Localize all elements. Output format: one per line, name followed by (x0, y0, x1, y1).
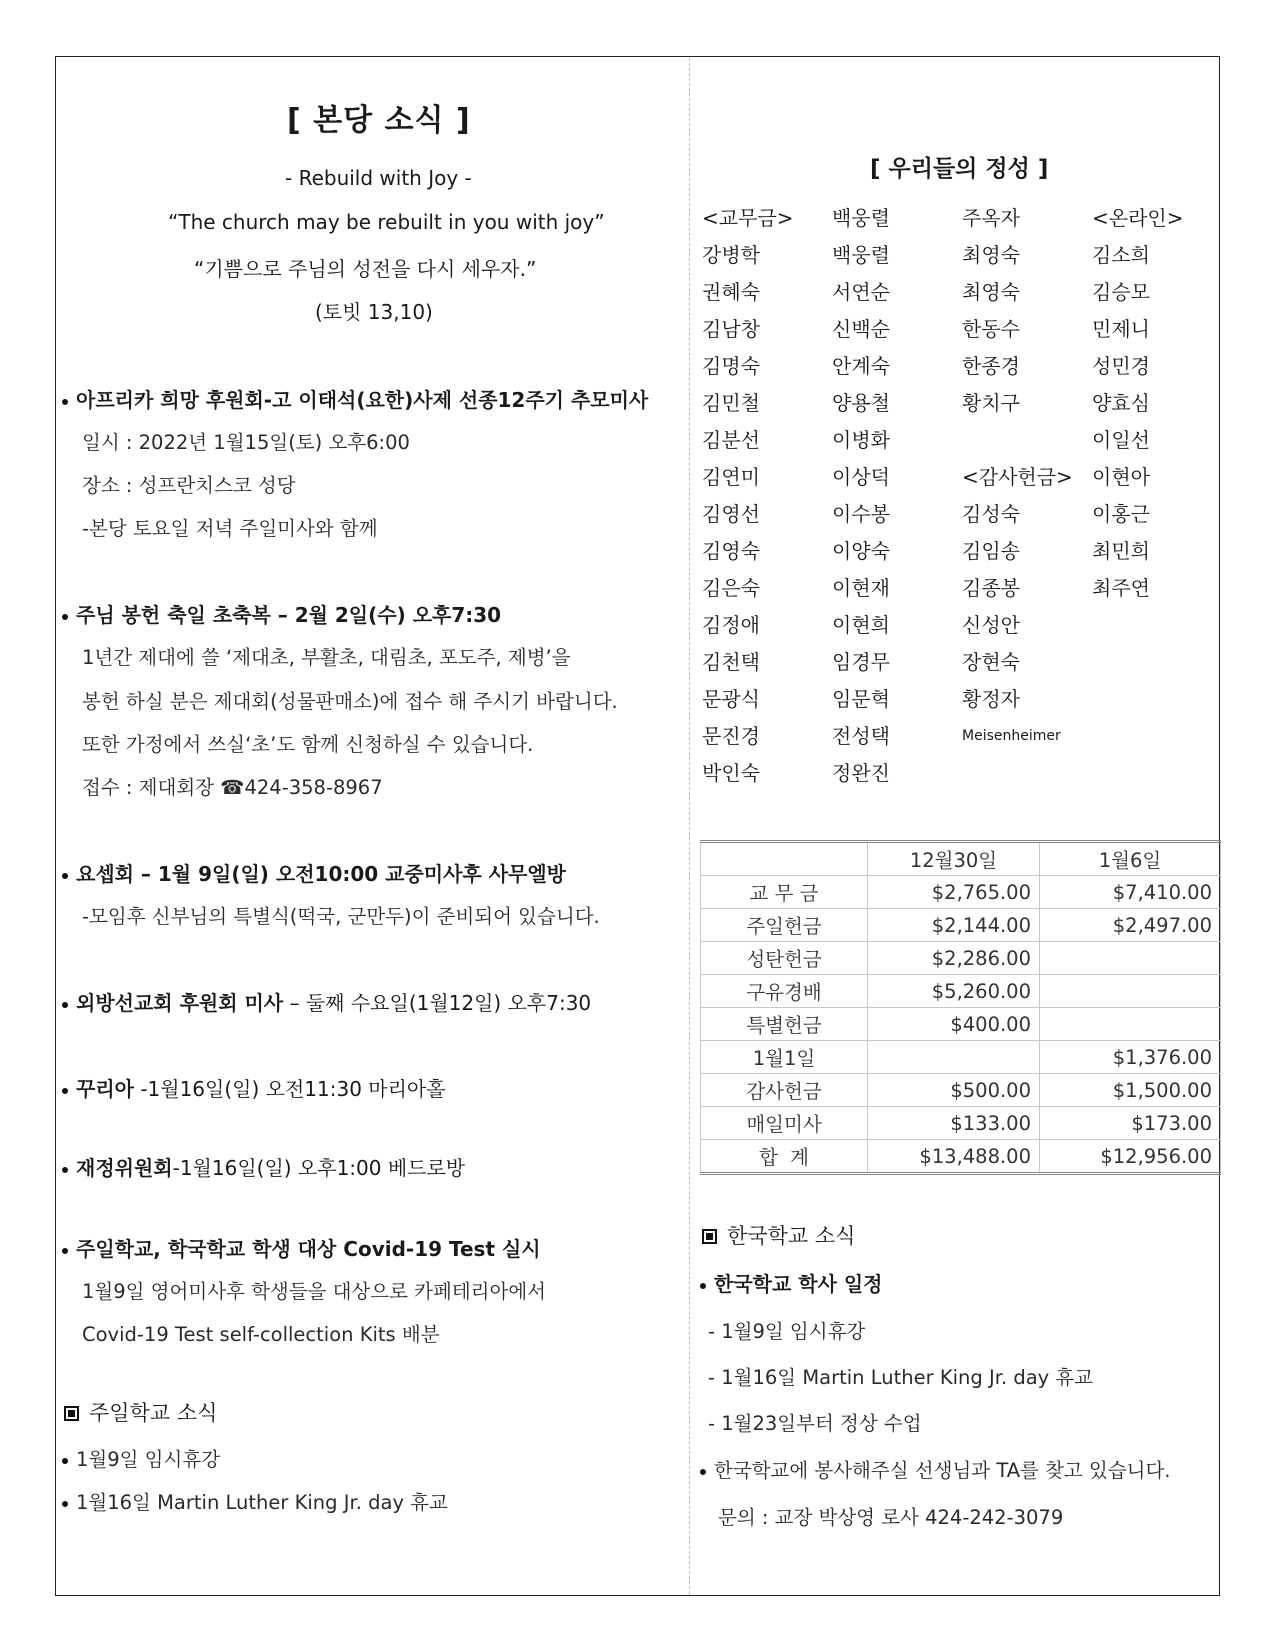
donor-column (832, 200, 957, 792)
donor-name: 황치구 (962, 391, 1020, 415)
korean-school-title: 한국학교 소식 (702, 1220, 855, 1250)
square-bullet-icon (702, 1229, 717, 1244)
schedule-item: - 1월9일 임시휴강 (708, 1320, 866, 1343)
korean-school-schedule-heading: 한국학교 학사 일정 (700, 1268, 883, 1297)
table-header-row (701, 842, 1221, 876)
column-divider (689, 58, 690, 1594)
donor-column (702, 200, 827, 792)
bullet-icon (62, 399, 68, 405)
schedule-item: - 1월16일 Martin Luther King Jr. day 휴교 (708, 1366, 1094, 1389)
table-cell: $2,497.00 (1040, 909, 1221, 942)
donor-name (962, 422, 1087, 459)
donor-name: 최영숙 (962, 280, 1020, 304)
bullet-icon (700, 1283, 706, 1289)
donor-column (962, 200, 1087, 755)
news-line: Covid-19 Test self-collection Kits 배분 (82, 1323, 440, 1346)
news-line: 일시 : 2022년 1월15일(토) 오후6:00 (82, 431, 410, 454)
table-cell: $13,488.00 (868, 1140, 1040, 1174)
donor-name: 김민철 (702, 391, 760, 415)
donor-name: 안계숙 (832, 354, 890, 378)
donor-name: 민제니 (1092, 317, 1150, 341)
donor-name: 신백순 (832, 317, 890, 341)
table-cell (1040, 1008, 1221, 1041)
donor-name: 성민경 (1092, 354, 1150, 378)
bullet-icon (62, 873, 68, 879)
news-line: 봉헌 하실 분은 제대회(성물판매소)에 접수 해 주시기 바랍니다. (82, 690, 618, 713)
donor-name: <교무금> (702, 206, 794, 230)
bullet-icon (62, 614, 68, 620)
table-cell: 구유경배 (701, 975, 868, 1008)
bullet-icon (700, 1469, 706, 1475)
news-heading-candlemas: 주님 봉헌 축일 초축복 – 2월 2일(수) 오후7:30 (62, 599, 501, 628)
donor-name: 김명숙 (702, 354, 760, 378)
citation: (토빗 13,10) (315, 300, 433, 324)
donor-name: 이현아 (1092, 465, 1150, 489)
news-heading-detail: -1월16일(일) 오전11:30 마리아홀 (133, 1077, 446, 1101)
bullet-icon (62, 1002, 68, 1008)
donor-name: 이일선 (1092, 428, 1150, 452)
news-line: 장소 : 성프란치스코 성당 (82, 474, 296, 497)
table-row (701, 909, 1221, 942)
donor-name: 문진경 (702, 724, 760, 748)
table-cell: $1,376.00 (1040, 1041, 1221, 1074)
donor-name: 장현숙 (962, 650, 1020, 674)
donor-name: 이병화 (832, 428, 890, 452)
table-row (701, 975, 1221, 1008)
donor-name: 박인숙 (702, 761, 760, 785)
contact-line: 문의 : 교장 박상영 로사 424-242-3079 (718, 1506, 1064, 1529)
donor-name: 이현재 (832, 576, 890, 600)
table-cell: $133.00 (868, 1107, 1040, 1140)
donor-name: 임경무 (832, 650, 890, 674)
table-cell: 1월1일 (701, 1041, 868, 1074)
news-line: 1월9일 영어미사후 학생들을 대상으로 카페테리아에서 (82, 1280, 547, 1303)
donor-name: 이상덕 (832, 465, 890, 489)
donor-name: 이홍근 (1092, 502, 1150, 526)
table-row (701, 942, 1221, 975)
donor-name: 황정자 (962, 687, 1020, 711)
table-row (701, 1107, 1221, 1140)
donor-name: 김영숙 (702, 539, 760, 563)
donor-name: 주옥자 (962, 206, 1020, 230)
quote-en: “The church may be rebuilt in you with joy” (168, 210, 605, 234)
recruit-notice: 한국학교에 봉사해주실 선생님과 TA를 찾고 있습니다. (700, 1455, 1171, 1483)
donor-name: 김영선 (702, 502, 760, 526)
donor-name: 한종경 (962, 354, 1020, 378)
table-cell: $5,260.00 (868, 975, 1040, 1008)
donor-name: 권혜숙 (702, 280, 760, 304)
table-cell (868, 1041, 1040, 1074)
table-cell (1040, 942, 1221, 975)
donor-column (1092, 200, 1217, 607)
donor-name: 한동수 (962, 317, 1020, 341)
news-heading-finance: 재정위원회-1월16일(일) 오후1:00 베드로방 (62, 1152, 465, 1181)
bullet-icon (62, 1088, 68, 1094)
news-heading-detail: – 둘째 수요일(1월12일) 오후7:30 (283, 991, 592, 1015)
news-heading-africa: 아프리카 희망 후원회-고 이태석(요한)사제 선종12주기 추모미사 (62, 384, 648, 413)
news-heading-mission: 외방선교회 후원회 미사 – 둘째 수요일(1월12일) 오후7:30 (62, 987, 591, 1016)
motto: - Rebuild with Joy - (285, 166, 472, 190)
news-heading-covid: 주일학교, 학국학교 학생 대상 Covid-19 Test 실시 (62, 1233, 541, 1262)
table-cell: $2,286.00 (868, 942, 1040, 975)
donor-name: 임문혁 (832, 687, 890, 711)
table-header-cell: 1월6일 (1040, 842, 1221, 876)
bullet-icon (62, 1248, 68, 1254)
sunday-school-title: 주일학교 소식 (64, 1397, 217, 1427)
donor-name: 김은숙 (702, 576, 760, 600)
table-row (701, 1008, 1221, 1041)
bullet-icon (62, 1167, 68, 1173)
schedule-item: - 1월23일부터 정상 수업 (708, 1412, 922, 1435)
donor-name: Meisenheimer (962, 728, 1061, 744)
donor-name: 김소희 (1092, 243, 1150, 267)
donor-name: <온라인> (1092, 206, 1184, 230)
donor-name: 강병학 (702, 243, 760, 267)
table-total-row (701, 1140, 1221, 1174)
donor-name: 양용철 (832, 391, 890, 415)
table-cell: 감사헌금 (701, 1074, 868, 1107)
news-heading-curia: 꾸리아 -1월16일(일) 오전11:30 마리아홀 (62, 1073, 446, 1102)
donor-name: <감사헌금> (962, 465, 1073, 489)
news-line: 1년간 제대에 쓸 ‘제대초, 부활초, 대림초, 포도주, 제병’을 (82, 646, 571, 669)
table-cell: 특별헌금 (701, 1008, 868, 1041)
donor-name: 정완진 (832, 761, 890, 785)
donor-name: 최주연 (1092, 576, 1150, 600)
right-title: [ 우리들의 정성 ] (870, 156, 1049, 182)
donor-name: 신성안 (962, 613, 1020, 637)
table-cell: 교 무 금 (701, 876, 868, 909)
donor-name: 김임송 (962, 539, 1020, 563)
donor-name: 전성택 (832, 724, 890, 748)
donor-name: 양효심 (1092, 391, 1150, 415)
table-cell: $2,765.00 (868, 876, 1040, 909)
donor-name: 백웅렬 (832, 206, 890, 230)
table-cell (1040, 975, 1221, 1008)
table-cell: 성탄헌금 (701, 942, 868, 975)
donor-name: 이양숙 (832, 539, 890, 563)
donor-name: 김정애 (702, 613, 760, 637)
donor-name: 이현희 (832, 613, 890, 637)
table-header-cell: 12월30일 (868, 842, 1040, 876)
donor-name: 서연순 (832, 280, 890, 304)
donor-name: 이수봉 (832, 502, 890, 526)
table-cell: 합 계 (701, 1140, 868, 1174)
offering-table (700, 840, 1221, 1175)
news-heading-detail: -1월16일(일) 오후1:00 베드로방 (172, 1156, 466, 1180)
news-line: -본당 토요일 저녁 주일미사와 함께 (82, 517, 378, 540)
donor-name: 김천택 (702, 650, 760, 674)
news-line: 또한 가정에서 쓰실‘초’도 함께 신청하실 수 있습니다. (82, 733, 534, 756)
table-cell: $2,144.00 (868, 909, 1040, 942)
donor-name: 김성숙 (962, 502, 1020, 526)
news-line: -모임후 신부님의 특별식(떡국, 군만두)이 준비되어 있습니다. (82, 905, 600, 928)
donor-name: 문광식 (702, 687, 760, 711)
news-heading-joseph: 요셉회 – 1월 9일(일) 오전10:00 교중미사후 사무엘방 (62, 858, 566, 887)
table-cell: $7,410.00 (1040, 876, 1221, 909)
donor-name: 최민희 (1092, 539, 1150, 563)
table-header-cell (701, 842, 868, 876)
donor-name: 김분선 (702, 428, 760, 452)
left-title: [ 본당 소식 ] (287, 103, 471, 138)
donor-name: 김남창 (702, 317, 760, 341)
donor-name: 최영숙 (962, 243, 1020, 267)
quote-ko: “기쁨으로 주님의 성전을 다시 세우자.” (194, 257, 537, 281)
sunday-school-item: 1월16일 Martin Luther King Jr. day 휴교 (62, 1487, 448, 1515)
table-cell: 매일미사 (701, 1107, 868, 1140)
donor-name: 백웅렬 (832, 243, 890, 267)
table-cell: $12,956.00 (1040, 1140, 1221, 1174)
table-cell: $173.00 (1040, 1107, 1221, 1140)
table-cell: 주일헌금 (701, 909, 868, 942)
donor-name: 김승모 (1092, 280, 1150, 304)
bullet-icon (62, 1501, 68, 1507)
table-cell: $1,500.00 (1040, 1074, 1221, 1107)
table-row (701, 876, 1221, 909)
news-line: 접수 : 제대회장 ☎424-358-8967 (82, 776, 383, 799)
donor-name: 김종봉 (962, 576, 1020, 600)
table-cell: $500.00 (868, 1074, 1040, 1107)
donor-name: 김연미 (702, 465, 760, 489)
table-row (701, 1074, 1221, 1107)
table-row (701, 1041, 1221, 1074)
table-cell: $400.00 (868, 1008, 1040, 1041)
sunday-school-item: 1월9일 임시휴강 (62, 1444, 220, 1472)
square-bullet-icon (64, 1406, 79, 1421)
bullet-icon (62, 1458, 68, 1464)
